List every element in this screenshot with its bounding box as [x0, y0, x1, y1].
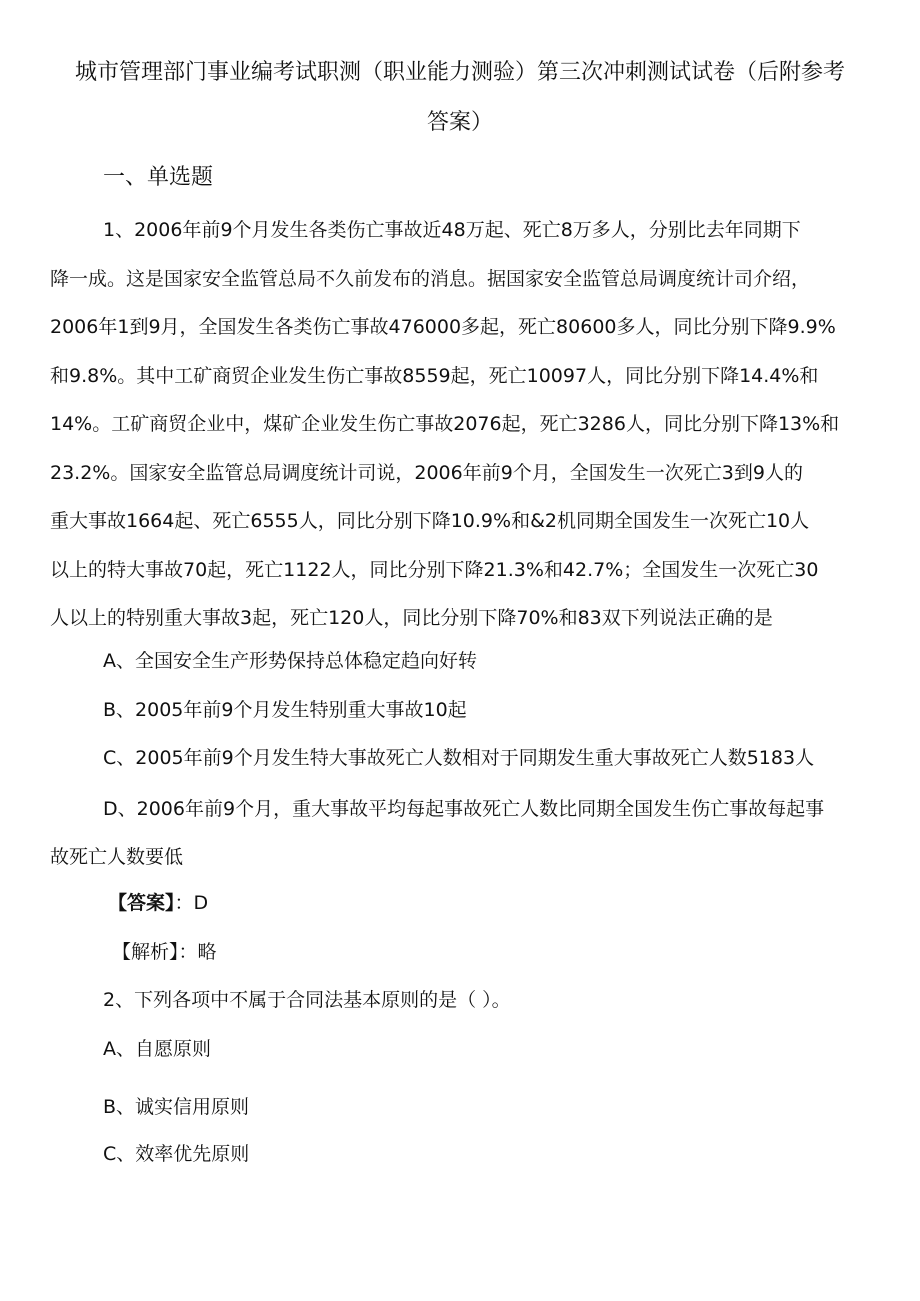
stem-line: 重大事故1664起、死亡6555人，同比分别下降10.9%和&2机同期全国发生一次死亡10人: [50, 510, 810, 532]
option-d-line: 故死亡人数要低: [50, 846, 184, 868]
question-2-option-c: C、效率优先原则: [103, 1143, 250, 1165]
section-heading: 一、单选题: [103, 165, 214, 190]
question-1-analysis: [112, 937, 217, 967]
question-2-option-a: A、自愿原则: [103, 1038, 211, 1060]
title-line-1: 城市管理部门事业编考试职测（职业能力测验）第三次冲刺测试试卷（后附参考: [74, 60, 845, 85]
question-1-option-a: A、全国安全生产形势保持总体稳定趋向好转: [103, 650, 477, 672]
analysis-label: 【解析】: [112, 941, 179, 963]
stem-line: 1、2006年前9个月发生各类伤亡事故近48万起、死亡8万多人，分别比去年同期下: [103, 219, 801, 241]
question-1-option-d: [50, 785, 870, 881]
option-d-line: D、2006年前9个月，重大事故平均每起事故死亡人数比同期全国发生伤亡事故每起事: [103, 798, 825, 820]
question-1-answer: [108, 888, 208, 918]
question-1-option-b: B、2005年前9个月发生特别重大事故10起: [103, 699, 467, 721]
stem-line: 14%。工矿商贸企业中，煤矿企业发生伤亡事故2076起，死亡3286人，同比分别下降13%和: [50, 413, 840, 435]
stem-line: 降一成。这是国家安全监管总局不久前发布的消息。据国家安全监管总局调度统计司介绍，: [50, 267, 811, 290]
stem-line: 人以上的特别重大事故3起，死亡120人，同比分别下降70%和83双下列说法正确的是: [50, 607, 773, 629]
stem-line: 和9.8%。其中工矿商贸企业发生伤亡事故8559起，死亡10097人，同比分别下降14.4%和: [50, 364, 819, 387]
stem-line: 以上的特大事故70起，死亡1122人，同比分别下降21.3%和42.7%；全国发生一次死亡30: [50, 558, 819, 581]
answer-label: 【答案】: [108, 892, 175, 914]
question-1-stem: [50, 206, 870, 643]
document-title: [0, 48, 920, 148]
stem-line: 23.2%。国家安全监管总局调度统计司说，2006年前9个月，全国发生一次死亡3到9人的: [50, 461, 803, 484]
title-line-2: 答案）: [426, 110, 493, 135]
question-2-stem: 2、下列各项中不属于合同法基本原则的是（ ）。: [103, 989, 511, 1011]
answer-value: ：D: [174, 892, 209, 914]
stem-line: 2006年1到9月，全国发生各类伤亡事故476000多起，死亡80600多人，同比分别下降9.9%: [50, 316, 836, 338]
question-1-option-c: C、2005年前9个月发生特大事故死亡人数相对于同期发生重大事故死亡人数5183人: [103, 747, 815, 769]
analysis-value: ：略: [178, 941, 217, 963]
question-2-option-b: B、诚实信用原则: [103, 1096, 250, 1118]
